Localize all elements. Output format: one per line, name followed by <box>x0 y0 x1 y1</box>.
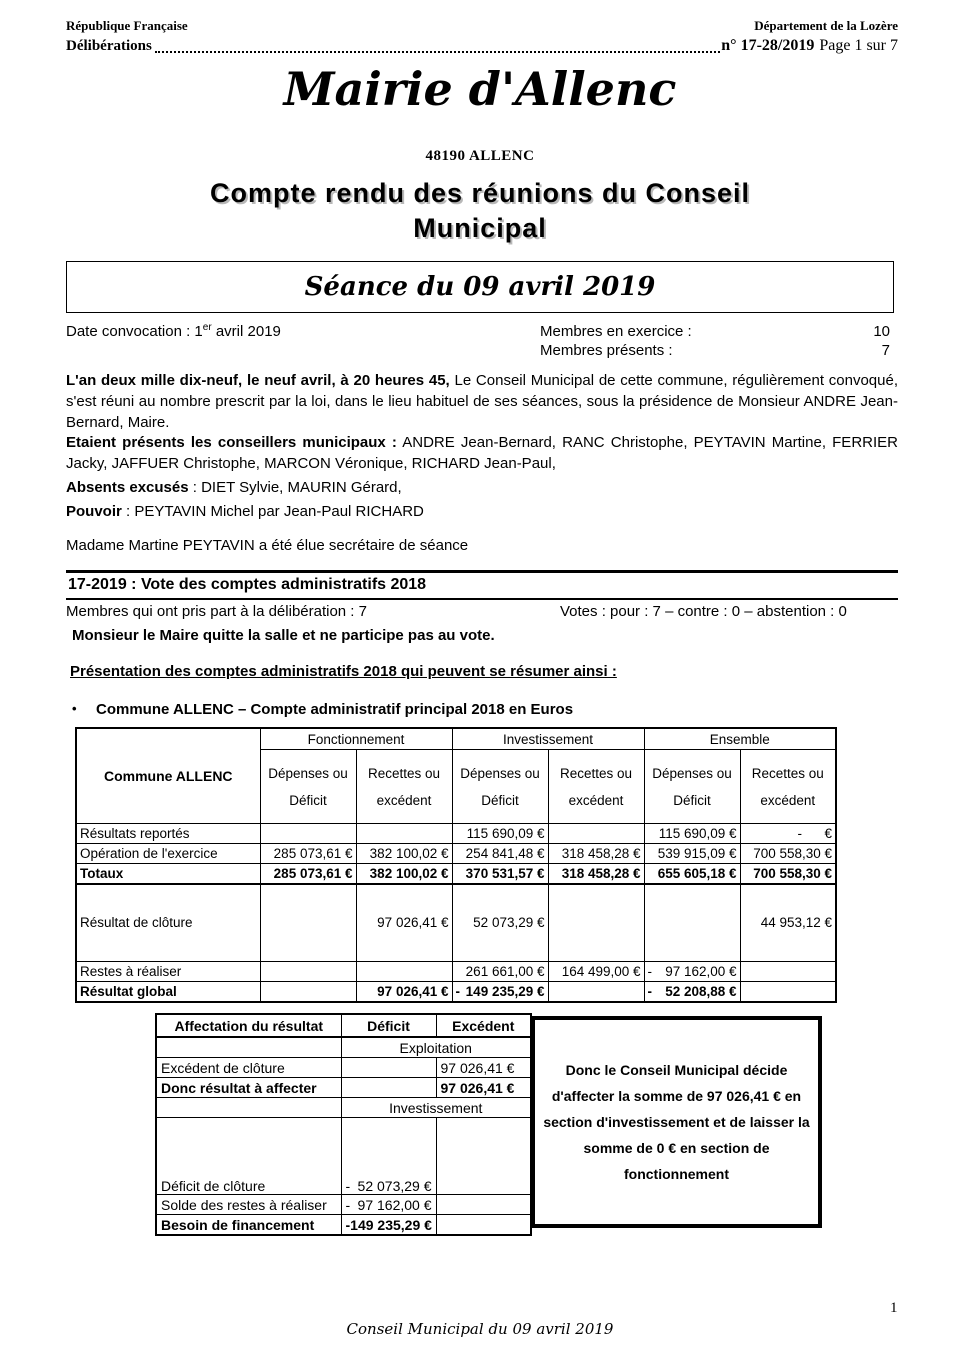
decision-box <box>531 1016 822 1228</box>
membres-exercice-row <box>540 322 890 341</box>
table-row <box>156 1078 531 1098</box>
row-label: Déficit de clôture <box>156 1118 341 1195</box>
table-row <box>76 844 836 864</box>
table-cell: 285 073,61 € <box>260 844 356 864</box>
table-cell: 318 458,28 € <box>548 844 644 864</box>
deliberation-count: Membres qui ont pris part à la délibération : 7 <box>66 603 367 620</box>
membres-block <box>540 322 890 360</box>
table-cell: 52 073,29 € <box>452 884 548 961</box>
table-cell <box>548 981 644 1002</box>
paragraph-convocation-bold: L'an deux mille dix-neuf, le neuf avril, à 20 heures 45, <box>66 372 450 389</box>
table-cell <box>644 884 740 961</box>
table-cell: - 97 162,00 € <box>341 1195 436 1215</box>
membres-exercice-label: Membres en exercice : <box>540 323 692 340</box>
paragraph-presents <box>66 432 898 474</box>
bullet-icon: • <box>72 701 77 716</box>
row-label <box>156 1037 341 1058</box>
date-label: Date convocation : 1 <box>66 323 203 340</box>
paragraph-absents-rest: : DIET Sylvie, MAURIN Gérard, <box>188 479 402 496</box>
date-ordinal: er <box>202 322 212 333</box>
paragraph-absents <box>66 477 898 498</box>
table-row <box>156 1037 531 1058</box>
date-rest: avril 2019 <box>211 323 281 340</box>
table-row <box>76 981 836 1002</box>
table-cell: 285 073,61 € <box>260 864 356 885</box>
page-indicator: Page 1 sur 7 <box>819 37 898 54</box>
table-corner-label: Commune ALLENC <box>76 728 260 824</box>
subheader-depenses: Dépenses ou Déficit <box>452 750 548 824</box>
decision-text: Donc le Conseil Municipal décide d'affecter la somme de 97 026,41 € en section d'investissement et de laisser la somme de 0 € en section de fonctionnement <box>543 1062 810 1182</box>
table-cell: 382 100,02 € <box>356 864 452 885</box>
departement-label: Département de la Lozère <box>754 18 898 33</box>
row-label: Solde des restes à réaliser <box>156 1195 341 1215</box>
affectation-header-row <box>156 1014 531 1037</box>
table-cell: 382 100,02 € <box>356 844 452 864</box>
table-row <box>156 1058 531 1078</box>
mairie-script-title: Mairie d'Allenc <box>283 62 677 116</box>
votes-summary: Votes : pour : 7 – contre : 0 – abstention : 0 <box>560 603 847 620</box>
presentation-heading: Présentation des comptes administratifs 2018 qui peuvent se résumer ainsi : <box>70 663 617 680</box>
affectation-header-deficit: Déficit <box>341 1014 436 1037</box>
paragraph-pouvoir-rest: : PEYTAVIN Michel par Jean-Paul RICHARD <box>121 503 424 520</box>
table-cell <box>260 884 356 961</box>
table-cell: 115 690,09 € <box>452 824 548 844</box>
republique-label: République Française <box>66 18 188 33</box>
membres-presents-value: 7 <box>881 342 890 359</box>
seance-box <box>66 261 894 313</box>
paragraph-pouvoir-bold: Pouvoir <box>66 503 122 520</box>
table-row <box>156 1118 531 1195</box>
subheader-depenses: Dépenses ou Déficit <box>644 750 740 824</box>
row-label: Excédent de clôture <box>156 1058 341 1078</box>
table-cell <box>341 1078 436 1098</box>
affect-table-body <box>156 1037 531 1235</box>
paragraph-presents-bold: Etaient présents les conseillers municipaux : <box>66 434 397 451</box>
table-cell: 97 026,41 € <box>436 1058 531 1078</box>
table-cell <box>548 884 644 961</box>
header-line2 <box>66 37 898 55</box>
row-label: Besoin de financement <box>156 1215 341 1236</box>
table-cell: 44 953,12 € <box>740 884 836 961</box>
paragraph-absents-bold: Absents excusés <box>66 479 189 496</box>
document-number: n° 17-28/2019 <box>721 37 815 54</box>
seance-title: Séance du 09 avril 2019 <box>304 272 656 302</box>
table-cell: - 52 073,29 € <box>341 1118 436 1195</box>
table-cell: - 149 235,29 € <box>341 1215 436 1236</box>
table-cell <box>356 824 452 844</box>
table-cell: - 52 208,88 € <box>644 981 740 1002</box>
table-cell <box>740 981 836 1002</box>
row-label: Totaux <box>76 864 260 885</box>
section-span-cell: Exploitation <box>341 1037 531 1058</box>
row-label: Résultat de clôture <box>76 884 260 961</box>
affectation-header-label: Affectation du résultat <box>156 1014 341 1037</box>
table-cell: 318 458,28 € <box>548 864 644 885</box>
table-cell: 115 690,09 € <box>644 824 740 844</box>
page-title <box>0 176 960 246</box>
title-line2: Municipal <box>413 213 547 243</box>
table-cell: 539 915,09 € <box>644 844 740 864</box>
table-cell <box>436 1118 531 1195</box>
table-cell <box>740 961 836 981</box>
row-label: Résultat global <box>76 981 260 1002</box>
table-cell <box>260 824 356 844</box>
table-cell <box>341 1058 436 1078</box>
table-cell: - 149 235,29 € <box>452 981 548 1002</box>
header-line1 <box>66 18 898 34</box>
subheader-recettes: Recettes ou excédent <box>740 750 836 824</box>
table-cell: 97 026,41 € <box>356 981 452 1002</box>
row-label: Restes à réaliser <box>76 961 260 981</box>
row-label: Donc résultat à affecter <box>156 1078 341 1098</box>
table-group-header-row <box>76 728 836 750</box>
table-row <box>76 884 836 961</box>
compte-administratif-table <box>75 727 837 1003</box>
table-row <box>76 961 836 981</box>
table-row <box>156 1098 531 1118</box>
deliberation-row <box>66 603 898 620</box>
row-label <box>156 1098 341 1118</box>
table-row <box>156 1195 531 1215</box>
subheader-recettes: Recettes ou excédent <box>548 750 644 824</box>
group-investissement: Investissement <box>452 728 644 750</box>
section-span-cell: Investissement <box>341 1098 531 1118</box>
table-cell: 700 558,30 € <box>740 844 836 864</box>
table-row <box>76 824 836 844</box>
membres-exercice-value: 10 <box>873 323 890 340</box>
table-cell: 164 499,00 € <box>548 961 644 981</box>
affectation-header-excedent: Excédent <box>436 1014 531 1037</box>
table-cell <box>260 981 356 1002</box>
table-cell: - € <box>740 824 836 844</box>
table-cell <box>436 1215 531 1236</box>
group-ensemble: Ensemble <box>644 728 836 750</box>
table-cell <box>356 961 452 981</box>
table-row <box>156 1215 531 1236</box>
postal-code-line: 48190 ALLENC <box>425 148 535 164</box>
page-header <box>66 18 898 55</box>
row-label: Résultats reportés <box>76 824 260 844</box>
date-convocation <box>66 322 281 340</box>
footer-title: Conseil Municipal du 09 avril 2019 <box>346 1320 614 1338</box>
table-cell: 254 841,48 € <box>452 844 548 864</box>
bullet-item <box>66 701 573 718</box>
table-cell: 370 531,57 € <box>452 864 548 885</box>
dotted-leader <box>155 38 720 53</box>
membres-presents-label: Membres présents : <box>540 342 673 359</box>
paragraph-convocation-rest: Le Conseil Municipal de cette commune, régulièrement convoqué, s'est réuni au nombre prescrit par la loi, dans le lieu habituel de ses séances, sous la présidence de Monsieur ANDRE Jean-Bernard, Maire. <box>66 372 898 431</box>
table-cell <box>548 824 644 844</box>
row-label: Opération de l'exercice <box>76 844 260 864</box>
paragraph-secretaire: Madame Martine PEYTAVIN a été élue secrétaire de séance <box>66 537 469 554</box>
table-row <box>76 864 836 885</box>
table-cell <box>436 1195 531 1215</box>
table-cell: 261 661,00 € <box>452 961 548 981</box>
subheader-depenses: Dépenses ou Déficit <box>260 750 356 824</box>
table-cell: 655 605,18 € <box>644 864 740 885</box>
paragraph-convocation <box>66 370 898 433</box>
page-number: 1 <box>890 1300 898 1316</box>
section-heading: 17-2019 : Vote des comptes administratifs 2018 <box>66 570 898 600</box>
subheader-recettes: Recettes ou excédent <box>356 750 452 824</box>
group-fonctionnement: Fonctionnement <box>260 728 452 750</box>
paragraph-presents-rest: ANDRE Jean-Bernard, RANC Christophe, PEYTAVIN Martine, FERRIER Jacky, JAFFUER Christophe, MARCON Véronique, RICHARD Jean-Paul, <box>66 434 898 472</box>
membres-presents-row <box>540 341 890 360</box>
affectation-table <box>155 1013 532 1236</box>
table-cell: - 97 162,00 € <box>644 961 740 981</box>
title-line1: Compte rendu des réunions du Conseil <box>209 178 751 208</box>
table-cell: 97 026,41 € <box>436 1078 531 1098</box>
deliberations-label: Délibérations <box>66 38 152 54</box>
table-cell: 97 026,41 € <box>356 884 452 961</box>
paragraph-pouvoir <box>66 501 898 522</box>
main-table-body <box>76 824 836 1002</box>
maire-note: Monsieur le Maire quitte la salle et ne participe pas au vote. <box>72 627 495 644</box>
table-cell: 700 558,30 € <box>740 864 836 885</box>
bullet-text: Commune ALLENC – Compte administratif principal 2018 en Euros <box>96 701 574 718</box>
table-cell <box>260 961 356 981</box>
